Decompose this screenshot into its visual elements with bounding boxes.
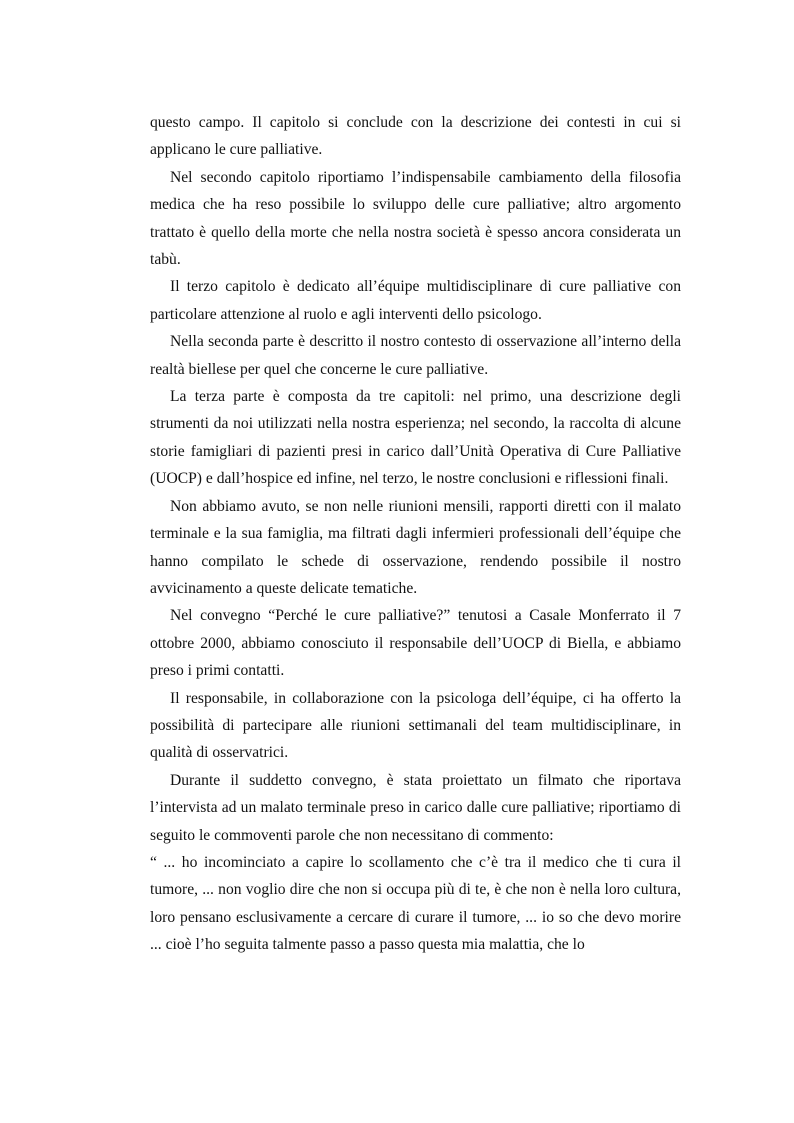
paragraph-film: Durante il suddetto convegno, è stata proiettato un filmato che riportava l’intervista ad un malato terminale preso in carico dalle cure palliative; riportiamo di seguito le commoventi parole che non necessitano di commento:: [150, 771, 681, 844]
paragraph-contact: Non abbiamo avuto, se non nelle riunioni mensili, rapporti diretti con il malato terminale e la sua famiglia, ma filtrati dagli infermieri professionali dell’équipe che hanno compilato le schede di osservazione, rendendo possibile il nostro avvicinamento a queste delicate tematiche.: [150, 497, 681, 597]
paragraph-second-chapter: Nel secondo capitolo riportiamo l’indispensabile cambiamento della filosofia medica che ha reso possibile lo sviluppo delle cure palliative; altro argomento trattato è quello della morte che nella nostra società è spesso ancora considerata un tabù.: [150, 168, 681, 269]
paragraph-second-part: Nella seconda parte è descritto il nostro contesto di osservazione all’interno della realtà biellese per quel che concerne le cure palliative.: [150, 333, 681, 378]
paragraph-responsible: Il responsabile, in collaborazione con la psicologa dell’équipe, ci ha offerto la possibilità di partecipare alle riunioni settimanali del team multidisciplinare, in qualità di osservatrici.: [150, 689, 681, 762]
paragraph-quote: “ ... ho incominciato a capire lo scollamento che c’è tra il medico che ti cura il tumore, ... non voglio dire che non si occupa più di te, è che non è nella loro cultura, loro pensano esclusivamente a cercare di curare il tumore, ... io so che devo morire ... cioè l’ho seguita talmente passo a passo questa mia malattia, che lo: [150, 853, 681, 954]
paragraph-chapter-one-end: questo campo. Il capitolo si conclude con la descrizione dei contesti in cui si applicano le cure palliative.: [150, 114, 681, 159]
paragraph-third-chapter: Il terzo capitolo è dedicato all’équipe multidisciplinare di cure palliative con particolare attenzione al ruolo e agli interventi dello psicologo.: [150, 278, 681, 323]
paragraph-convention: Nel convegno “Perché le cure palliative?” tenutosi a Casale Monferrato il 7 ottobre 2000, abbiamo conosciuto il responsabile dell’UOCP di Biella, e abbiamo preso i primi contatti.: [150, 607, 681, 680]
paragraph-third-part: La terza parte è composta da tre capitoli: nel primo, una descrizione degli strumenti da noi utilizzati nella nostra esperienza; nel secondo, la raccolta di alcune storie famigliari di pazienti presi in carico dall’Unità Operativa di Cure Palliative (UOCP) e dall’hospice ed infine, nel terzo, le nostre conclusioni e riflessioni finali.: [150, 388, 681, 488]
document-page: [150, 109, 681, 959]
